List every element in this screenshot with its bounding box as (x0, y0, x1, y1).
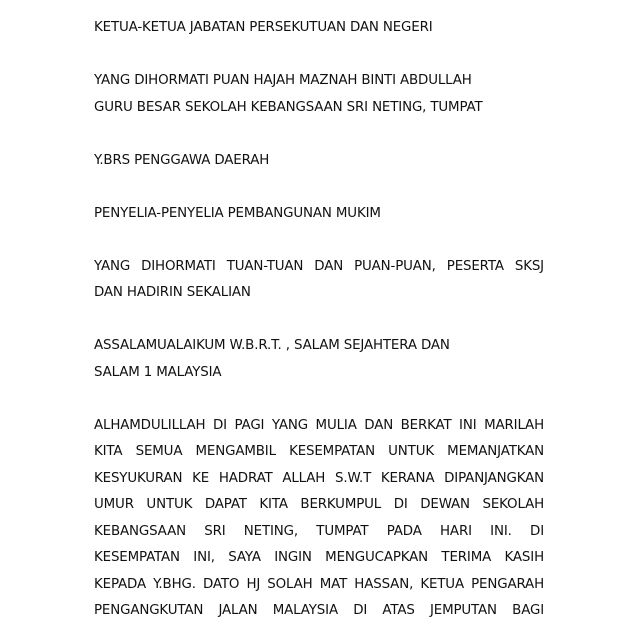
text-line: KEBANGSAAN SRI NETING, TUMPAT PADA HARI INI. DI (94, 523, 544, 539)
salutation-participants (94, 254, 544, 307)
text-line: KETUA-KETUA JABATAN PERSEKUTUAN DAN NEGERI (94, 20, 433, 35)
text-line: ALHAMDULILLAH DI PAGI YANG MULIA DAN BERKAT INI MARILAH (94, 417, 544, 433)
text-line: ASSALAMUALAIKUM W.B.R.T. , SALAM SEJAHTERA DAN (94, 338, 450, 353)
salutation-heads-of-departments (94, 15, 544, 42)
greeting (94, 333, 544, 386)
text-line: PENYELIA-PENYELIA PEMBANGUNAN MUKIM (94, 205, 381, 221)
salutation-penggawa (94, 148, 544, 175)
salutation-supervisors (94, 201, 544, 228)
text-line: KEPADA Y.BHG. DATO HJ SOLAH MAT HASSAN, KETUA PENGARAH (94, 576, 544, 592)
document-body (94, 15, 544, 630)
text-line: Y.BRS PENGGAWA DAERAH (94, 152, 270, 168)
text-line: YANG DIHORMATI TUAN-TUAN DAN PUAN-PUAN, PESERTA SKSJ (94, 258, 544, 274)
salutation-headmistress (94, 68, 544, 121)
text-line: DAN HADIRIN SEKALIAN (94, 285, 251, 300)
text-line: UMUR UNTUK DAPAT KITA BERKUMPUL DI DEWAN SEKOLAH (94, 497, 544, 512)
text-line: PENGANGKUTAN JALAN MALAYSIA DI ATAS JEMPUTAN BAGI (94, 603, 544, 618)
text-line: KESEMPATAN INI, SAYA INGIN MENGUCAPKAN TERIMA KASIH (94, 550, 544, 565)
text-line: GURU BESAR SEKOLAH KEBANGSAAN SRI NETING, TUMPAT (94, 99, 483, 115)
text-line: KESYUKURAN KE HADRAT ALLAH S.W.T KERANA DIPANJANGKAN (94, 470, 544, 486)
body-paragraph (94, 413, 544, 625)
text-line: SALAM 1 MALAYSIA (94, 364, 222, 380)
text-line: YANG DIHORMATI PUAN HAJAH MAZNAH BINTI ABDULLAH (94, 73, 472, 88)
text-line: KITA SEMUA MENGAMBIL KESEMPATAN UNTUK MEMANJATKAN (94, 444, 544, 459)
